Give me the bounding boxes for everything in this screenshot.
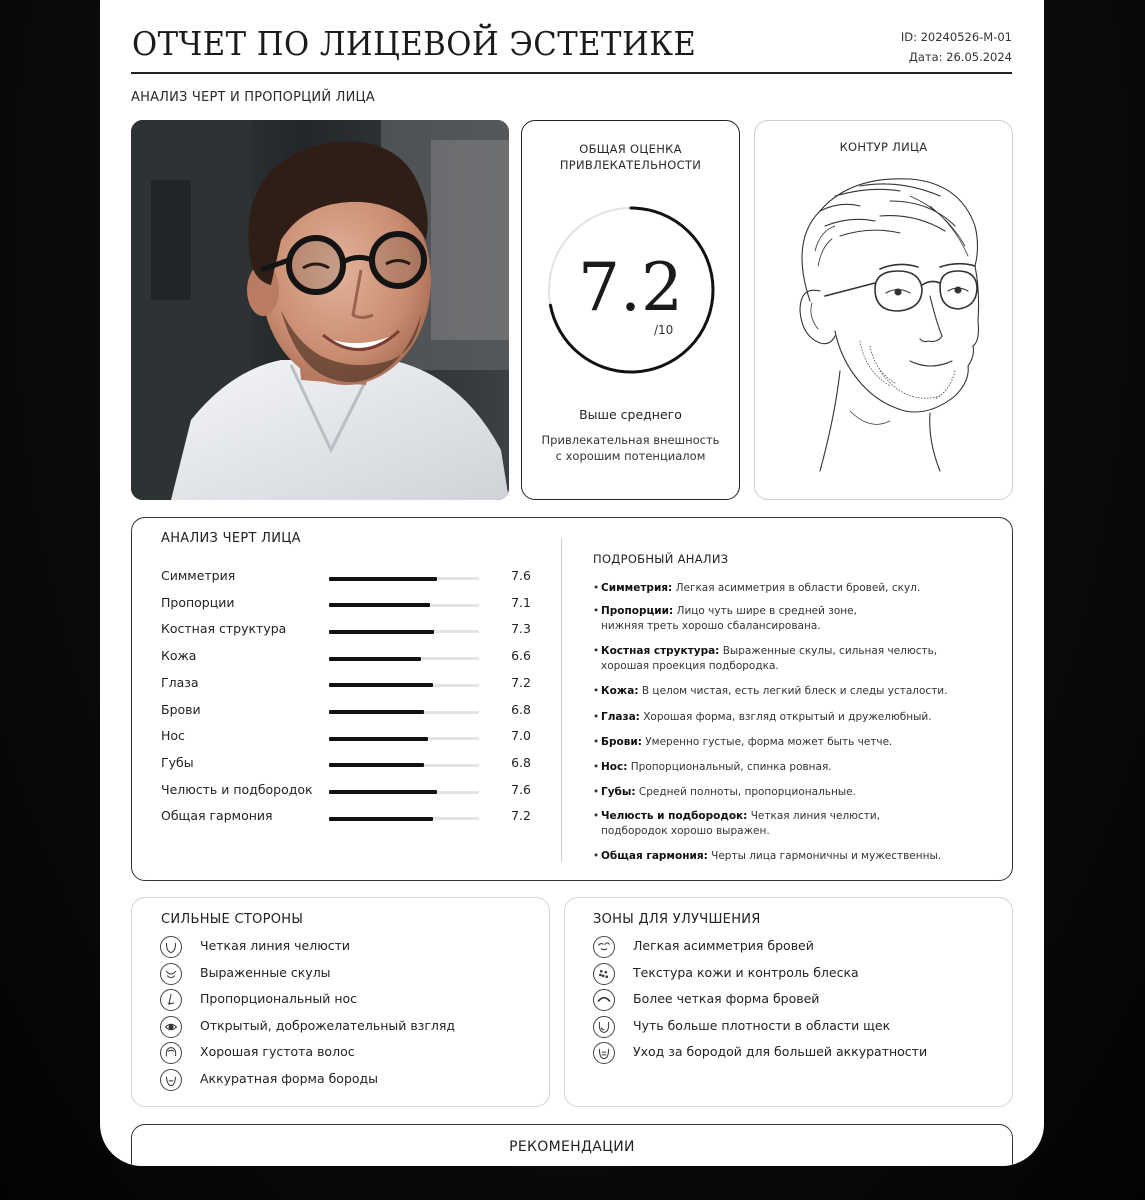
bullet: • [593, 685, 600, 697]
list-item-text: Хорошая густота волос [200, 1044, 355, 1059]
detail-term: Пропорции: [601, 605, 674, 617]
bullet: • [593, 786, 600, 798]
detail-item [593, 644, 993, 674]
bullet: • [593, 810, 600, 822]
score-level: Выше среднего [579, 407, 682, 422]
list-item-text: Чуть больше плотности в области щек [633, 1017, 891, 1033]
report-subtitle: АНАЛИЗ ЧЕРТ И ПРОПОРЦИЙ ЛИЦА [131, 90, 375, 105]
feature-value: 7.0 [511, 728, 531, 744]
detail-term: Брови: [601, 736, 642, 748]
score-desc-line2: с хорошим потенциалом [555, 449, 706, 463]
skin-texture-icon [593, 963, 615, 985]
feature-label: Симметрия [161, 568, 236, 583]
report-meta [901, 27, 1012, 67]
bullet: • [593, 850, 600, 862]
score-description [522, 432, 739, 464]
detail-item [593, 849, 993, 864]
eye-icon [160, 1016, 182, 1038]
feature-label: Общая гармония [161, 808, 273, 824]
report-title: ОТЧЕТ ПО ЛИЦЕВОЙ ЭСТЕТИКЕ [132, 24, 697, 63]
improvements-heading: ЗОНЫ ДЛЯ УЛУЧШЕНИЯ [593, 912, 761, 927]
feature-row [161, 781, 531, 802]
feature-label: Губы [161, 754, 194, 770]
detail-term: Губы: [601, 786, 636, 798]
detail-line2: нижняя треть хорошо сбалансирована. [601, 620, 821, 632]
feature-bar-track [329, 737, 479, 740]
list-item-text: Текстура кожи и контроль блеска [633, 964, 859, 980]
bullet: • [593, 582, 600, 594]
list-item-text: Выраженные скулы [200, 964, 331, 980]
detail-item [593, 785, 993, 800]
feature-label: Челюсть и подбородок [161, 781, 313, 797]
bullet: • [593, 761, 600, 773]
feature-bar-fill [329, 683, 433, 687]
detail-line1: Легкая асимметрия в области бровей, скул. [675, 582, 921, 594]
feature-value: 7.2 [511, 674, 531, 690]
detail-item [593, 581, 993, 596]
cheekbones-icon [160, 963, 182, 985]
face-contour-card [754, 120, 1013, 500]
title-rule [131, 72, 1012, 74]
list-item-text: Более четкая форма бровей [633, 991, 820, 1006]
detail-text [593, 735, 993, 750]
feature-value: 7.6 [511, 568, 531, 583]
feature-bar-fill [329, 630, 434, 634]
feature-bar-fill [329, 737, 428, 741]
feature-row [161, 568, 531, 588]
detail-text [593, 604, 993, 634]
score-heading-line1: ОБЩАЯ ОЦЕНКА [579, 142, 682, 156]
feature-bar-track [329, 791, 479, 794]
nose-icon [160, 989, 182, 1011]
feature-bar-fill [329, 790, 437, 794]
detail-text [593, 710, 993, 725]
feature-label: Брови [161, 701, 201, 717]
detail-text [593, 849, 993, 864]
hair-icon [160, 1042, 182, 1064]
detail-text [593, 785, 993, 800]
score-heading [522, 141, 739, 173]
detail-line2: хорошая проекция подбородка. [601, 660, 779, 672]
feature-bar-track [329, 657, 479, 660]
list-item-text: Пропорциональный нос [200, 991, 358, 1006]
list-item-text: Аккуратная форма бороды [200, 1070, 379, 1086]
detail-text [593, 760, 993, 775]
recommendations-heading: РЕКОМЕНДАЦИИ [509, 1139, 635, 1155]
detail-line1: Средней полноты, пропорциональные. [638, 786, 856, 798]
score-heading-line2: ПРИВЛЕКАТЕЛЬНОСТИ [559, 158, 702, 172]
features-heading: АНАЛИЗ ЧЕРТ ЛИЦА [161, 531, 301, 546]
feature-bar-fill [329, 763, 424, 767]
feature-row [161, 808, 531, 828]
beard-care-icon [593, 1042, 615, 1064]
feature-label: Глаза [161, 674, 199, 690]
feature-value: 7.2 [511, 808, 531, 824]
detail-line1: Хорошая форма, взгляд открытый и дружелюбный. [643, 711, 932, 723]
brow-shape-icon [593, 989, 615, 1011]
bullet: • [593, 605, 600, 617]
detail-term: Общая гармония: [601, 850, 708, 862]
score-value: 7.2 [578, 249, 683, 326]
score-desc-line1: Привлекательная внешность [541, 433, 720, 447]
report-id: ID: 20240526-M-01 [900, 30, 1012, 44]
detail-item [593, 735, 993, 750]
feature-bar-track [329, 684, 479, 687]
score-max: /10 [654, 323, 674, 337]
detail-item [593, 604, 993, 634]
strengths-heading: СИЛЬНЫЕ СТОРОНЫ [161, 912, 304, 927]
feature-label: Нос [161, 728, 185, 744]
detail-line1: Черты лица гармоничны и мужественны. [711, 850, 942, 862]
detail-term: Костная структура: [601, 645, 720, 657]
detail-line1: Выраженные скулы, сильная челюсть, [722, 645, 938, 657]
detail-text [593, 581, 993, 596]
feature-value: 6.8 [511, 701, 531, 717]
feature-bar-track [329, 711, 479, 714]
detail-item [593, 760, 993, 775]
feature-row [161, 754, 531, 775]
face-sketch-illustration [780, 171, 995, 481]
feature-bar-fill [329, 657, 421, 661]
bullet: • [593, 711, 600, 723]
feature-value: 6.8 [511, 754, 531, 770]
feature-row [161, 594, 531, 615]
column-divider [561, 538, 562, 862]
feature-label: Пропорции [161, 594, 235, 610]
strengths-card [131, 897, 550, 1107]
detail-term: Глаза: [601, 711, 640, 723]
brow-asymmetry-icon [593, 936, 615, 958]
report-date: Дата: 26.05.2024 [908, 50, 1012, 64]
feature-label: Кожа [161, 648, 197, 664]
feature-row [161, 701, 531, 722]
report-sheet [100, 0, 1044, 1166]
feature-row [161, 728, 531, 748]
contour-heading: КОНТУР ЛИЦА [839, 140, 928, 154]
feature-value: 7.1 [511, 594, 531, 610]
feature-bar-track [329, 817, 479, 820]
feature-bar-track [329, 577, 479, 580]
feature-bar-track [329, 630, 479, 633]
detail-text [593, 644, 993, 674]
detail-item [593, 684, 993, 699]
list-item-text: Четкая линия челюсти [200, 938, 351, 953]
detail-line1: Умеренно густые, форма может быть четче. [645, 736, 893, 748]
feature-bar-fill [329, 710, 424, 714]
feature-bar-fill [329, 603, 430, 607]
feature-row [161, 621, 531, 641]
detail-line2: подбородок хорошо выражен. [601, 825, 770, 837]
improvements-card [564, 897, 1013, 1107]
detail-line1: Лицо чуть шире в средней зоне, [676, 605, 857, 617]
overall-score-card [521, 120, 740, 500]
feature-value: 6.6 [511, 648, 531, 664]
details-heading: ПОДРОБНЫЙ АНАЛИЗ [593, 552, 729, 566]
detail-term: Кожа: [601, 685, 639, 697]
jawline-icon [160, 936, 182, 958]
detail-item [593, 809, 993, 839]
list-item-text: Открытый, доброжелательный взгляд [200, 1017, 456, 1033]
feature-bar-fill [329, 817, 433, 821]
detail-item [593, 710, 993, 725]
list-item-text: Уход за бородой для большей аккуратности [633, 1044, 928, 1059]
detail-term: Симметрия: [601, 582, 673, 594]
detail-text [593, 809, 993, 839]
list-item-text: Легкая асимметрия бровей [633, 938, 814, 953]
feature-analysis-card [131, 517, 1013, 881]
detail-line1: Четкая линия челюсти, [750, 810, 881, 822]
beard-icon [160, 1069, 182, 1091]
cheek-icon [593, 1016, 615, 1038]
feature-row [161, 648, 531, 668]
feature-label: Костная структура [161, 621, 287, 637]
detail-text [593, 684, 993, 699]
feature-value: 7.6 [511, 781, 531, 797]
recommendations-card [131, 1124, 1013, 1166]
detail-term: Нос: [601, 761, 628, 773]
feature-value: 7.3 [511, 621, 531, 637]
feature-bar-track [329, 604, 479, 607]
detail-term: Челюсть и подбородок: [601, 810, 748, 822]
feature-row [161, 674, 531, 695]
portrait-photo [131, 120, 509, 500]
detail-line1: Пропорциональный, спинка ровная. [630, 761, 832, 773]
detail-line1: В целом чистая, есть легкий блеск и следы усталости. [641, 685, 948, 697]
bullet: • [593, 645, 600, 657]
feature-bar-fill [329, 577, 437, 581]
feature-bar-track [329, 764, 479, 767]
bullet: • [593, 736, 600, 748]
